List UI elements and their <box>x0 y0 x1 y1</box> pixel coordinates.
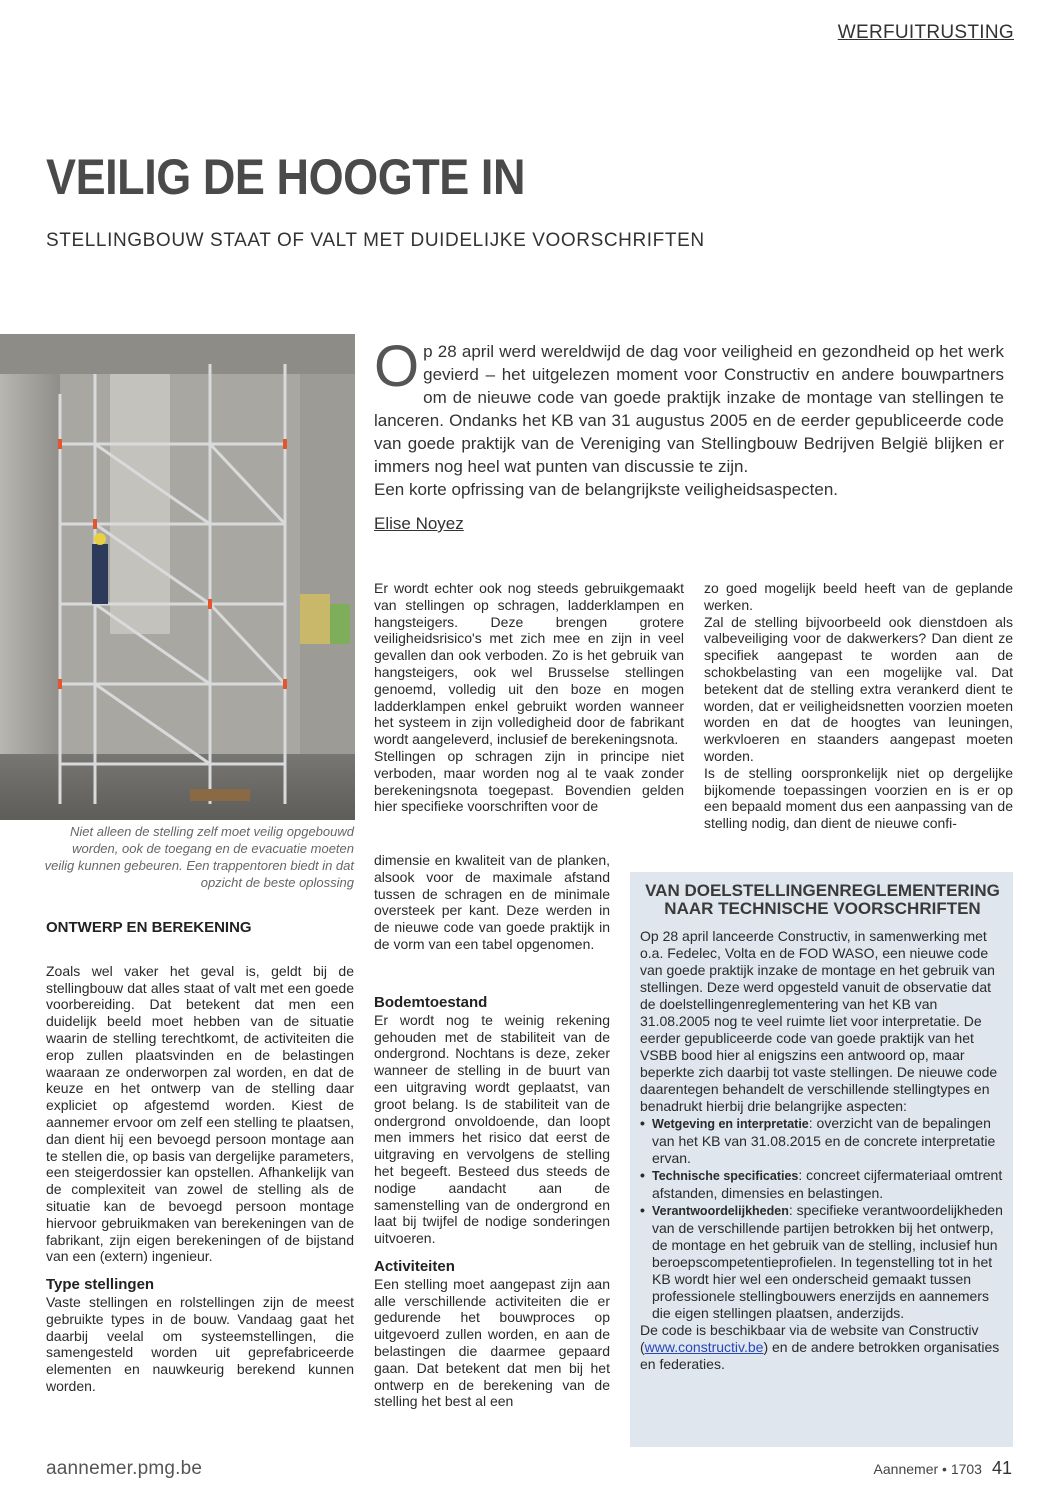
page-number: 41 <box>991 1458 1012 1478</box>
sidebar-outro <box>640 1322 1005 1373</box>
sidebar-title: VAN DOELSTELLINGENREGLEMENTERING NAAR TECHNISCHE VOORSCHRIFTEN <box>645 881 1000 918</box>
column-2-middle <box>374 852 610 953</box>
sidebar-intro: Op 28 april lanceerde Constructiv, in samenwerking met o.a. Fedelec, Volta en de FOD WASO, een nieuwe code van goede praktijk inzake de montage en het gebruik van stellingen. Deze werd opgesteld vanuit de observatie dat de doelstellingenreglementering van het KB van 31.08.2005 nog te veel ruimte liet voor interpretatie. De eerder gepubliceerde code van goede praktijk van het VSBB bood hier al enigszins een antwoord op, maar beperkte zich daarbij tot vaste stellingen. De nieuwe code daarentegen behandelt de verschillende stellingtypes en benadrukt hierbij drie belangrijke aspecten: <box>640 928 998 1114</box>
photo-caption: Niet alleen de stelling zelf moet veilig opgebouwd worden, ook de toegang en de evacuatie moeten veilig kunnen gebeuren. Een trappentoren biedt in dat opzicht de beste oplossing <box>44 824 354 890</box>
paragraph: dimensie en kwaliteit van de planken, alsook voor de maximale afstand tussen de schragen en de minimale oversteek per kant. Deze werden in de nieuwe code van goede praktijk in de vorm van een tabel opgenomen. <box>374 852 610 952</box>
scaffolding-photo <box>0 334 355 820</box>
author-byline: Elise Noyez <box>374 514 464 533</box>
list-term: Technische specificaties <box>652 1169 799 1183</box>
list-item <box>640 1115 1005 1167</box>
sidebar-box <box>630 872 1013 1447</box>
scaffolding-illustration <box>0 334 355 820</box>
column-2-bottom <box>374 995 610 1410</box>
paragraph: Stellingen op schragen zijn in principe niet verboden, maar worden nog al te vaak zonder berekeningsnota toegepast. Bovendien gelden hier specifieke voorschriften voor de <box>374 747 684 815</box>
column-3 <box>704 580 1013 832</box>
heading-ontwerp: ONTWERP EN BEREKENING <box>46 919 252 936</box>
sidebar-list <box>640 1115 1005 1322</box>
heading-bodemtoestand: Bodemtoestand <box>374 994 488 1011</box>
heading-type-stellingen: Type stellingen <box>46 1276 155 1294</box>
paragraph: Zoals wel vaker het geval is, geldt bij de stellingbouw dat alles staat of valt met een goede voorbereiding. Dat betekent dat men een duidelijk beeld moet hebben van de situatie waarin de stelling terechtkomt, de activiteiten die erop zullen plaatsvinden en de belastingen waaraan ze onderworpen zal worden, en dat de keuze en het ontwerp van de stelling daar expliciet op afgestemd worden. Kiest de aannemer ervoor om zelf een stelling te plaatsen, dan dient hij een bevoegd persoon montage aan te stellen die, op basis van dergelijke parameters, een steigerdossier kan opstellen. Afhankelijk van de complexiteit van zowel de stelling als de situatie kan de bevoegd persoon montage hiervoor gebruikmaken van berekeningen van de fabrikant, zijn eigen berekeningen of de bijstand van een (extern) ingenieur. <box>46 962 354 1265</box>
heading-activiteiten: Activiteiten <box>374 1257 455 1275</box>
constructiv-link[interactable]: www.constructiv.be <box>644 1339 764 1355</box>
issue-label: Aannemer • 1703 <box>873 1461 982 1477</box>
article-title: VEILIG DE HOOGTE IN <box>46 149 526 205</box>
column-2-top <box>374 580 684 815</box>
drop-cap: O <box>374 334 420 399</box>
list-term: Wetgeving en interpretatie <box>652 1117 809 1131</box>
outro-text: De code is beschikbaar via de website van Constructiv ( <box>640 1322 979 1355</box>
paragraph: Is de stelling oorspronkelijk niet op dergelijke bijkomende toepassingen voorzien en is er op een bepaald moment dus een aanpassing van de stelling nodig, dan dient de nieuwe confi- <box>704 764 1013 832</box>
column-1 <box>46 920 354 1395</box>
footer-issue <box>874 1458 1012 1479</box>
section-tag: WERFUITRUSTING <box>837 22 1014 43</box>
paragraph: Er wordt echter ook nog steeds gebruikgemaakt van stellingen op schragen, ladderklampen en hangsteigers. Deze brengen grotere veiligheidsrisico's met zich mee en zijn in veel gevallen dan ook verboden. Zo is het gebruik van hangsteigers, ook wel Brusselse stellingen genoemd, volledig uit den boze en mogen ladderklampen enkel gebruikt worden wanneer het systeem in zijn volledigheid door de fabrikant wordt aangeleverd, inclusief de berekeningsnota. <box>374 580 684 748</box>
list-term: Verantwoordelijkheden <box>652 1204 789 1218</box>
list-item <box>640 1167 1005 1202</box>
article-subtitle: STELLINGBOUW STAAT OF VALT MET DUIDELIJKE VOORSCHRIFTEN <box>46 230 705 251</box>
article-intro <box>374 334 1004 501</box>
list-text: : specifieke verantwoordelijkheden van de verschillende partijen betrokken bij het ontwerp, de montage en het gebruik van de stelling, inclusief hun beroepscompetentieprofielen. In tegenstelling tot in het KB wordt hier wel een onderscheid gemaakt tussen professionele stellingbouwers enerzijds en aannemers die eigen stellingen plaatsen, anderzijds. <box>652 1202 1003 1321</box>
intro-paragraph: p 28 april werd wereldwijd de dag voor veiligheid en gezondheid op het werk gevierd – het uitgelezen moment voor Constructiv en andere bouwpartners om de nieuwe code van goede praktijk inzake de montage van stellingen te lanceren. Ondanks het KB van 31 augustus 2005 en de eerder gepubliceerde code van goede praktijk van de Vereniging van Stellingbouw Bedrijven België blijken er immers nog heel wat punten van discussie te zijn. <box>374 342 1004 476</box>
list-text: : concreet cijfermateriaal omtrent afstanden, dimensies en belastingen. <box>652 1167 1003 1201</box>
footer-website: aannemer.pmg.be <box>46 1458 203 1479</box>
paragraph: Een stelling moet aangepast zijn aan alle verschillende activiteiten die er gedurende het bouwproces op uitgevoerd zullen worden, en aan de belastingen die daarmee gepaard gaan. Dat betekent dat men bij het ontwerp en de berekening van de stelling het best al een <box>374 1275 610 1410</box>
list-item <box>640 1202 1005 1322</box>
paragraph: Zal de stelling bijvoorbeeld ook dienstdoen als valbeveiliging voor de dakwerkers? Dan dient ze specifiek aangepast te worden aan de schokbelasting van een mogelijke val. Dat betekent dat de stelling extra verankerd dient te worden, dat er veiligheidsnetten voorzien moeten worden en dat de hoogtes van leuningen, werkvloeren en staanders aangepast moeten worden. <box>704 613 1013 764</box>
paragraph: zo goed mogelijk beeld heeft van de geplande werken. <box>704 580 1013 613</box>
paragraph: Vaste stellingen en rolstellingen zijn de meest gebruikte types in de bouw. Vandaag gaat het daarbij veelal om systeemstellingen, die samengesteld worden uit geprefabriceerde elementen en nauwkeurig berekend kunnen worden. <box>46 1293 354 1394</box>
list-text: : overzicht van de bepalingen van het KB van 31.08.2015 en de concrete interpretatie ervan. <box>652 1115 996 1166</box>
paragraph: Er wordt nog te weinig rekening gehouden met de stabiliteit van de ondergrond. Nochtans is deze, zeker wanneer de stelling in de buurt van een uitgraving wordt geplaatst, van groot belang. Is de stabiliteit van de ondergrond onvoldoende, dan loopt men immers het risico dat eerst de uitgraving en vervolgens de stelling het begeeft. Besteed dus steeds de nodige aandacht aan de samenstelling van de ondergrond en laat bij twijfel de nodige sonderingen uitvoeren. <box>374 1011 610 1247</box>
intro-summary: Een korte opfrissing van de belangrijkste veiligheidsaspecten. <box>374 480 838 499</box>
outro-text: ) en de andere betrokken organisaties en federaties. <box>640 1339 1000 1372</box>
